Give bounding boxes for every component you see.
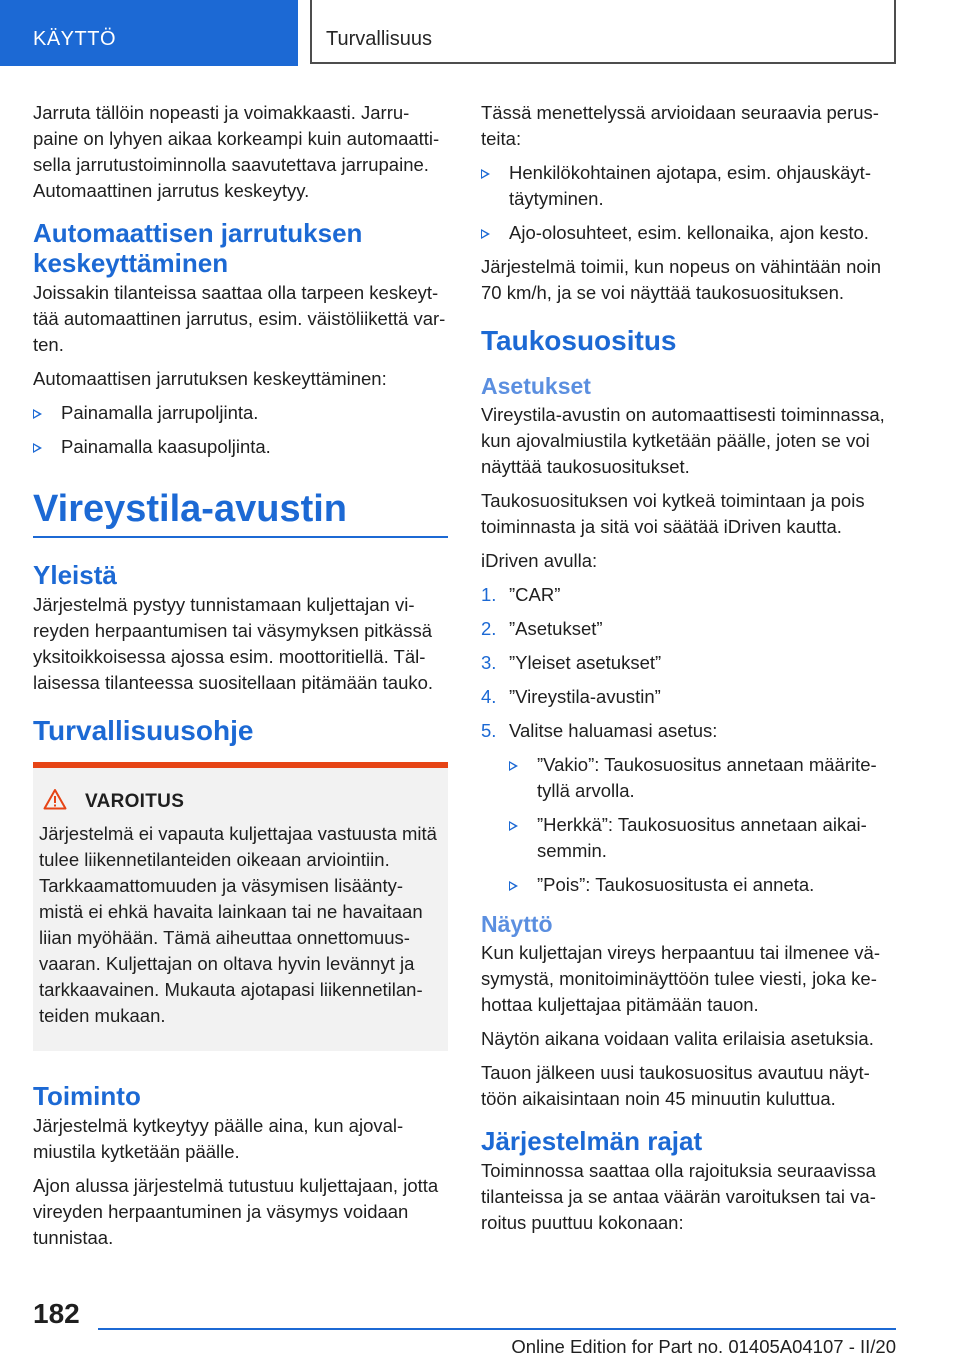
active-paragraph: Järjestelmä toimii, kun nopeus on vähintään noin 70 km/h, ja se voi näyttää taukosuosituksen. [481, 256, 882, 303]
disable-lead: Automaattisen jarrutuksen keskeyttäminen: [33, 368, 387, 389]
triangle-bullet-icon [509, 881, 518, 891]
idrive-lead: iDriven avulla: [481, 550, 598, 571]
step-item: 1. ”CAR” [481, 584, 561, 605]
list-item: Painamalla jarrupoljinta. [33, 400, 448, 426]
triangle-bullet-icon [481, 169, 490, 179]
step-item: 3. ”Yleiset asetukset” [481, 652, 662, 673]
function-paragraph-1: Järjestelmä kytkeytyy päälle aina, kun ajovalmiustila kytketään päälle. [33, 1115, 404, 1162]
left-column [33, 100, 448, 1259]
list-item: Painamalla kaasupoljinta. [33, 434, 448, 460]
list-item: Henkilökohtainen ajotapa, esim. ohjauskäyttäytyminen. [481, 160, 896, 212]
step-item: 2. ”Asetukset” [481, 618, 603, 639]
triangle-bullet-icon [481, 229, 490, 239]
display-paragraph-2: Näytön aikana voidaan valita erilaisia asetuksia. [481, 1028, 874, 1049]
method-list [481, 160, 896, 246]
warning-title: VAROITUS [85, 790, 185, 812]
settings-steps [481, 582, 896, 898]
list-item: ”Vakio”: Taukosuositus annetaan määritetyllä arvolla. [509, 752, 896, 804]
list-item: ”Pois”: Taukosuositusta ei anneta. [509, 872, 896, 898]
heading-display: Näyttö [481, 911, 553, 937]
settings-paragraph-2: Taukosuosituksen voi kytkeä toimintaan ja pois toiminnasta ja sitä voi säätää iDriven kautta. [481, 490, 865, 537]
intro-paragraph: Jarruta tällöin nopeasti ja voimakkaasti. Jarrupaine on lyhyen aikaa korkeampi kuin automaattisella jarrutustoiminnolla saavutettava jarrupaine. Automaattinen jarrutus keskeytyy. [33, 102, 440, 201]
heading-settings: Asetukset [481, 373, 591, 399]
function-paragraph-2: Ajon alussa järjestelmä tutustuu kuljettajaan, jotta vireyden herpaantuminen ja väsymys voidaan tunnistaa. [33, 1175, 439, 1248]
method-paragraph: Tässä menettelyssä arvioidaan seuraavia perusteita: [481, 102, 879, 149]
heading-system-limits: Järjestelmän rajat [481, 1126, 703, 1156]
heading-general: Yleistä [33, 560, 117, 590]
settings-paragraph-1: Vireystila-avustin on automaattisesti toiminnassa, kun ajovalmiustila kytketään päälle, joten se voi näyttää taukosuositukset. [481, 404, 885, 477]
page-header [0, 0, 960, 66]
triangle-bullet-icon [509, 761, 518, 771]
option-list [509, 752, 896, 898]
warning-triangle-icon [43, 788, 67, 815]
triangle-bullet-icon [509, 821, 518, 831]
display-paragraph-3: Tauon jälkeen uusi taukosuositus avautuu näyttöön aikaisintaan noin 45 minuutin kuluttua. [481, 1062, 870, 1109]
warning-header [39, 788, 440, 815]
triangle-bullet-icon [33, 443, 42, 453]
warning-box [33, 762, 448, 1051]
general-paragraph: Järjestelmä pystyy tunnistamaan kuljettajan vireyden herpaantumisen tai väsymyksen pitkässä yksitoikkoisessa ajossa esim. moottoritiellä. Tällaisessa tilanteessa suositellaan pitämään tauko. [33, 594, 434, 693]
list-item: Ajo-olosuhteet, esim. kellonaika, ajon kesto. [481, 220, 896, 246]
list-item: ”Herkkä”: Taukosuositus annetaan aikaisemmin. [509, 812, 896, 864]
step-item: 4. ”Vireystila-avustin” [481, 686, 661, 707]
edition-note: Online Edition for Part no. 01405A04107 - II/20 [511, 1336, 896, 1357]
disable-paragraph: Joissakin tilanteissa saattaa olla tarpeen keskeyttää automaattinen jarrutus, esim. väistöliikettä varten. [33, 282, 446, 355]
heading-safety: Turvallisuusohje [33, 715, 254, 746]
limits-paragraph: Toiminnossa saattaa olla rajoituksia seuraavissa tilanteissa ja se antaa väärän varoituksen tai varoitus puuttuu kokonaan: [481, 1160, 876, 1233]
footer-divider [98, 1328, 896, 1330]
triangle-bullet-icon [33, 409, 42, 419]
heading-function: Toiminto [33, 1081, 141, 1111]
right-column [481, 100, 896, 1244]
disable-list [33, 400, 448, 460]
chapter-heading: Vireystila-avustin [33, 486, 448, 538]
warning-text: Järjestelmä ei vapauta kuljettajaa vastuusta mitä tulee liikennetilanteiden oikeaan arviointiin. Tarkkaamattomuuden ja väsymisen lisääntymistä ei ehkä havaita lainkaan tai ne havaitaan liian myöhään. Tämä aiheuttaa onnettomuusvaaran. Kuljettajan on oltava hyvin levännyt ja tarkkaavainen. Mukauta ajotapasi liikennetilanteiden mukaan. [39, 823, 437, 1026]
section-tab: KÄYTTÖ [0, 0, 298, 66]
heading-break-recommendation: Taukosuositus [481, 325, 677, 356]
step-item: 5. Valitse haluamasi asetus: ”Vakio”: Taukosuositus annetaan määritetyllä arvolla. ”Herkkä”: Taukosuositus annetaan aikaisemmin. ”Pois”: Taukosuositusta ei anneta. [481, 718, 896, 898]
display-paragraph-1: Kun kuljettajan vireys herpaantuu tai ilmenee väsymystä, monitoiminäyttöön tulee viesti, joka kehottaa kuljettajaa pitämään tauon. [481, 942, 881, 1015]
heading-disable-braking: Automaattisen jarrutuksen keskeyttäminen [33, 218, 363, 278]
chapter-title: Turvallisuus [310, 0, 896, 64]
page-number: 182 [33, 1298, 80, 1329]
